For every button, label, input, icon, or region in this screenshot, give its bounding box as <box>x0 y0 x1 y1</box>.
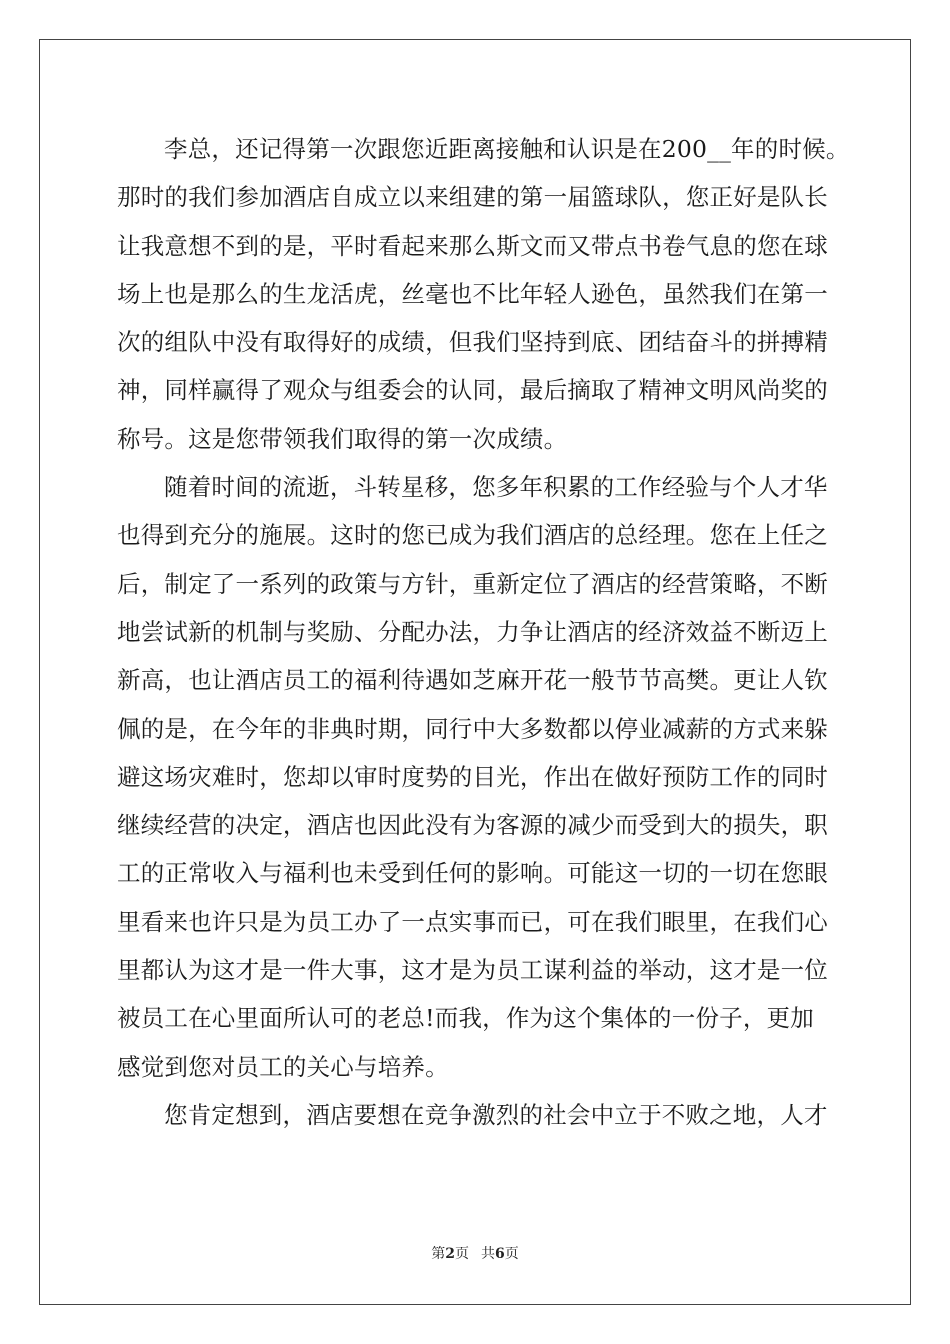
paragraph-1-line-1: 李总，还记得第一次跟您近距离接触和认识是在200__年的时候。 <box>164 135 850 163</box>
paragraph-1-line-4: 场上也是那么的生龙活虎，丝毫也不比年轻人逊色，虽然我们在第一 <box>117 279 828 308</box>
paragraph-2-line-5: 新高，也让酒店员工的福利待遇如芝麻开花一般节节高樊。更让人钦 <box>117 666 828 695</box>
paragraph-1-line-6: 神，同样赢得了观众与组委会的认同，最后摘取了精神文明风尚奖的 <box>117 376 828 405</box>
paragraph-2-line-13: 感觉到您对员工的关心与培养。 <box>117 1052 449 1081</box>
paragraph-1-line-7: 称号。这是您带领我们取得的第一次成绩。 <box>117 424 568 453</box>
page-footer <box>0 1245 950 1263</box>
paragraph-1-line-2: 那时的我们参加酒店自成立以来组建的第一届篮球队，您正好是队长 <box>117 183 828 212</box>
document-body <box>117 125 857 1139</box>
paragraph-2-line-2: 也得到充分的施展。这时的您已成为我们酒店的总经理。您在上任之 <box>117 521 828 550</box>
paragraph-2-line-7: 避这场灾难时，您却以审时度势的目光，作出在做好预防工作的同时 <box>117 762 828 791</box>
footer-page-prefix: 第 <box>431 1246 446 1262</box>
paragraph-2-line-9: 工的正常收入与福利也未受到任何的影响。可能这一切的一切在您眼 <box>117 859 828 888</box>
footer-total-suffix: 页 <box>504 1246 519 1262</box>
footer-page-current: 2 <box>445 1246 455 1262</box>
paragraph-1-line-3: 让我意想不到的是，平时看起来那么斯文而又带点书卷气息的您在球 <box>117 231 828 260</box>
paragraph-1-line-5: 次的组队中没有取得好的成绩，但我们坚持到底、团结奋斗的拼搏精 <box>117 328 828 357</box>
paragraph-2-line-11: 里都认为这才是一件大事，这才是为员工谋利益的举动，这才是一位 <box>117 956 828 985</box>
footer-total-prefix: 共 <box>481 1246 495 1262</box>
paragraph-2-line-12: 被员工在心里面所认可的老总!而我，作为这个集体的一份子，更加 <box>117 1004 814 1033</box>
paragraph-2-line-4: 地尝试新的机制与奖励、分配办法，力争让酒店的经济效益不断迈上 <box>117 617 828 646</box>
paragraph-3-line-1: 您肯定想到，酒店要想在竞争激烈的社会中立于不败之地，人才 <box>164 1100 828 1129</box>
footer-page-total: 6 <box>495 1246 505 1262</box>
paragraph-2-line-8: 继续经营的决定，酒店也因此没有为客源的减少而受到大的损失，职 <box>117 811 828 840</box>
paragraph-2-line-6: 佩的是，在今年的非典时期，同行中大多数都以停业减薪的方式来躲 <box>117 714 828 743</box>
paragraph-2-line-3: 后，制定了一系列的政策与方针，重新定位了酒店的经营策略，不断 <box>117 569 828 598</box>
paragraph-2-line-10: 里看来也许只是为员工办了一点实事而已，可在我们眼里，在我们心 <box>117 907 828 936</box>
footer-page-suffix: 页 <box>455 1246 469 1262</box>
paragraph-2-line-1: 随着时间的流逝，斗转星移，您多年积累的工作经验与个人才华 <box>164 473 828 502</box>
